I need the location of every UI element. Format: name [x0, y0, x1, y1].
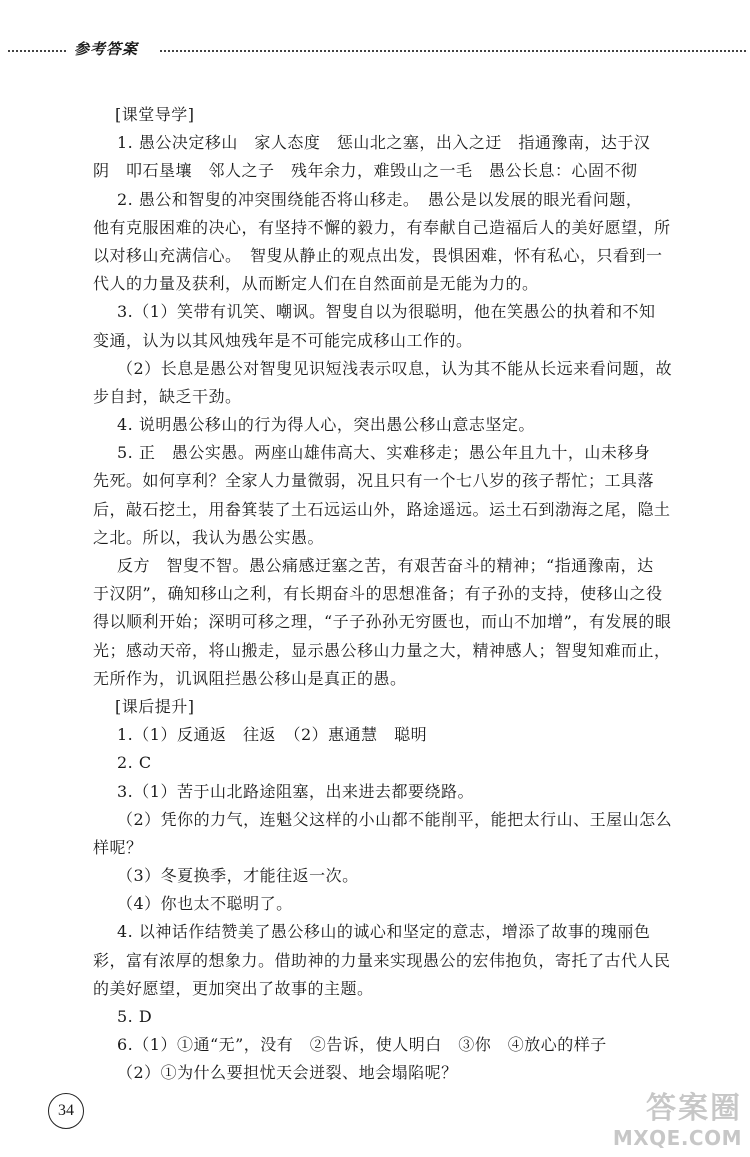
text-line: 得以顺利开始；深明可移之理，“子子孙孙无穷匮也，而山不加增”，有发展的眼	[93, 612, 672, 632]
text-line: （2）长息是愚公对智叟见识短浅表示叹息，认为其不能从长远来看问题，故	[117, 358, 673, 378]
text-line: 无所作为，讥讽阻拦愚公移山是真正的愚。	[93, 668, 407, 688]
page-number: 34	[48, 1093, 84, 1129]
text-line: 2. 愚公和智叟的冲突围绕能否将山移走。 愚公是以发展的眼光看问题，	[117, 189, 643, 209]
text-line: 6.（1）①通“无”，没有 ②告诉，使人明白 ③你 ④放心的样子	[117, 1035, 607, 1055]
text-line: 以对移山充满信心。 智叟从静止的观点出发，畏惧困难，怀有私心，只看到一	[93, 245, 663, 265]
text-line: 代人的力量及获利，从而断定人们在自然面前是无能为力的。	[93, 274, 539, 294]
text-line: 2. C	[117, 753, 152, 773]
text-line: 样呢？	[93, 837, 143, 857]
text-line: 3.（1）苦于山北路途阻塞，出来进去都要绕路。	[117, 781, 474, 801]
text-line: 1.（1）反通返 往返 （2）惠通慧 聪明	[117, 725, 428, 745]
text-line: （3）冬夏换季，才能往返一次。	[117, 866, 359, 886]
text-line: 于汉阴”，确知移山之利，有长期奋斗的思想准备；有子孙的支持，使移山之役	[93, 584, 663, 604]
text-line: 5. 正 愚公实愚。两座山雄伟高大、实难移走；愚公年且九十，山未移身	[117, 443, 651, 463]
text-line: 3.（1）笑带有讥笑、嘲讽。智叟自以为很聪明，他在笑愚公的执着和不知	[117, 302, 656, 322]
text-line: 阴 叩石垦壤 邻人之子 残年余力，难毁山之一毛 愚公长息：心固不彻	[93, 161, 638, 181]
text-line: 5. D	[117, 1007, 153, 1026]
page-header	[0, 38, 750, 68]
section-heading-classroom: [课堂导学]	[115, 105, 195, 124]
watermark-logo	[612, 1092, 742, 1154]
text-line: 光；感动天帝，将山搬走，显示愚公移山力量之大，精神感人；智叟知难而止，	[93, 640, 671, 660]
text-line: 1. 愚公决定移山 家人态度 惩山北之塞，出入之迂 指通豫南，达于汉	[117, 133, 651, 153]
header-dotted-rule-right	[160, 50, 746, 52]
text-line: （2）凭你的力气，连魁父这样的小山都不能削平，能把太行山、王屋山怎么	[117, 809, 673, 829]
header-dotted-rule-left	[8, 50, 66, 52]
watermark-text: 答案圈	[646, 1091, 742, 1126]
watermark-domain: MXQE.COM	[612, 1126, 742, 1150]
text-line: 4. 以神话作结赞美了愚公移山的诚心和坚定的意志，增添了故事的瑰丽色	[117, 922, 651, 942]
text-line: 之北。所以，我认为愚公实愚。	[93, 527, 325, 547]
section-heading-after-class: [课后提升]	[115, 696, 195, 716]
text-line: 变通，认为以其风烛残年是不可能完成移山工作的。	[93, 330, 473, 350]
text-line: （4）你也太不聪明了。	[117, 894, 293, 914]
text-line: 4. 说明愚公移山的行为得人心，突出愚公移山意志坚定。	[117, 415, 535, 435]
text-line: （2）①为什么要担忧天会迸裂、地会塌陷呢？	[117, 1063, 458, 1083]
text-line: 他有克服困难的决心，有坚持不懈的毅力，有奉献自己造福后人的美好愿望，所	[93, 217, 671, 237]
header-title: 参考答案	[74, 40, 139, 58]
text-line: 彩，富有浓厚的想象力。借助神的力量来实现愚公的宏伟抱负，寄托了古代人民	[93, 950, 671, 970]
text-line: 先死。如何享利？全家人力量微弱，况且只有一个七八岁的孩子帮忙；工具落	[93, 471, 655, 491]
answer-content	[93, 101, 695, 1088]
text-line: 步自封，缺乏干劲。	[93, 386, 242, 406]
text-line: 后，敲石挖土，用畚箕装了土石远运山外，路途遥远。运土石到渤海之尾，隐土	[93, 499, 671, 519]
text-line: 的美好愿望，更加突出了故事的主题。	[93, 978, 374, 998]
text-line: 反方 智叟不智。愚公痛感迂塞之苦，有艰苦奋斗的精神；“指通豫南，达	[117, 556, 654, 575]
